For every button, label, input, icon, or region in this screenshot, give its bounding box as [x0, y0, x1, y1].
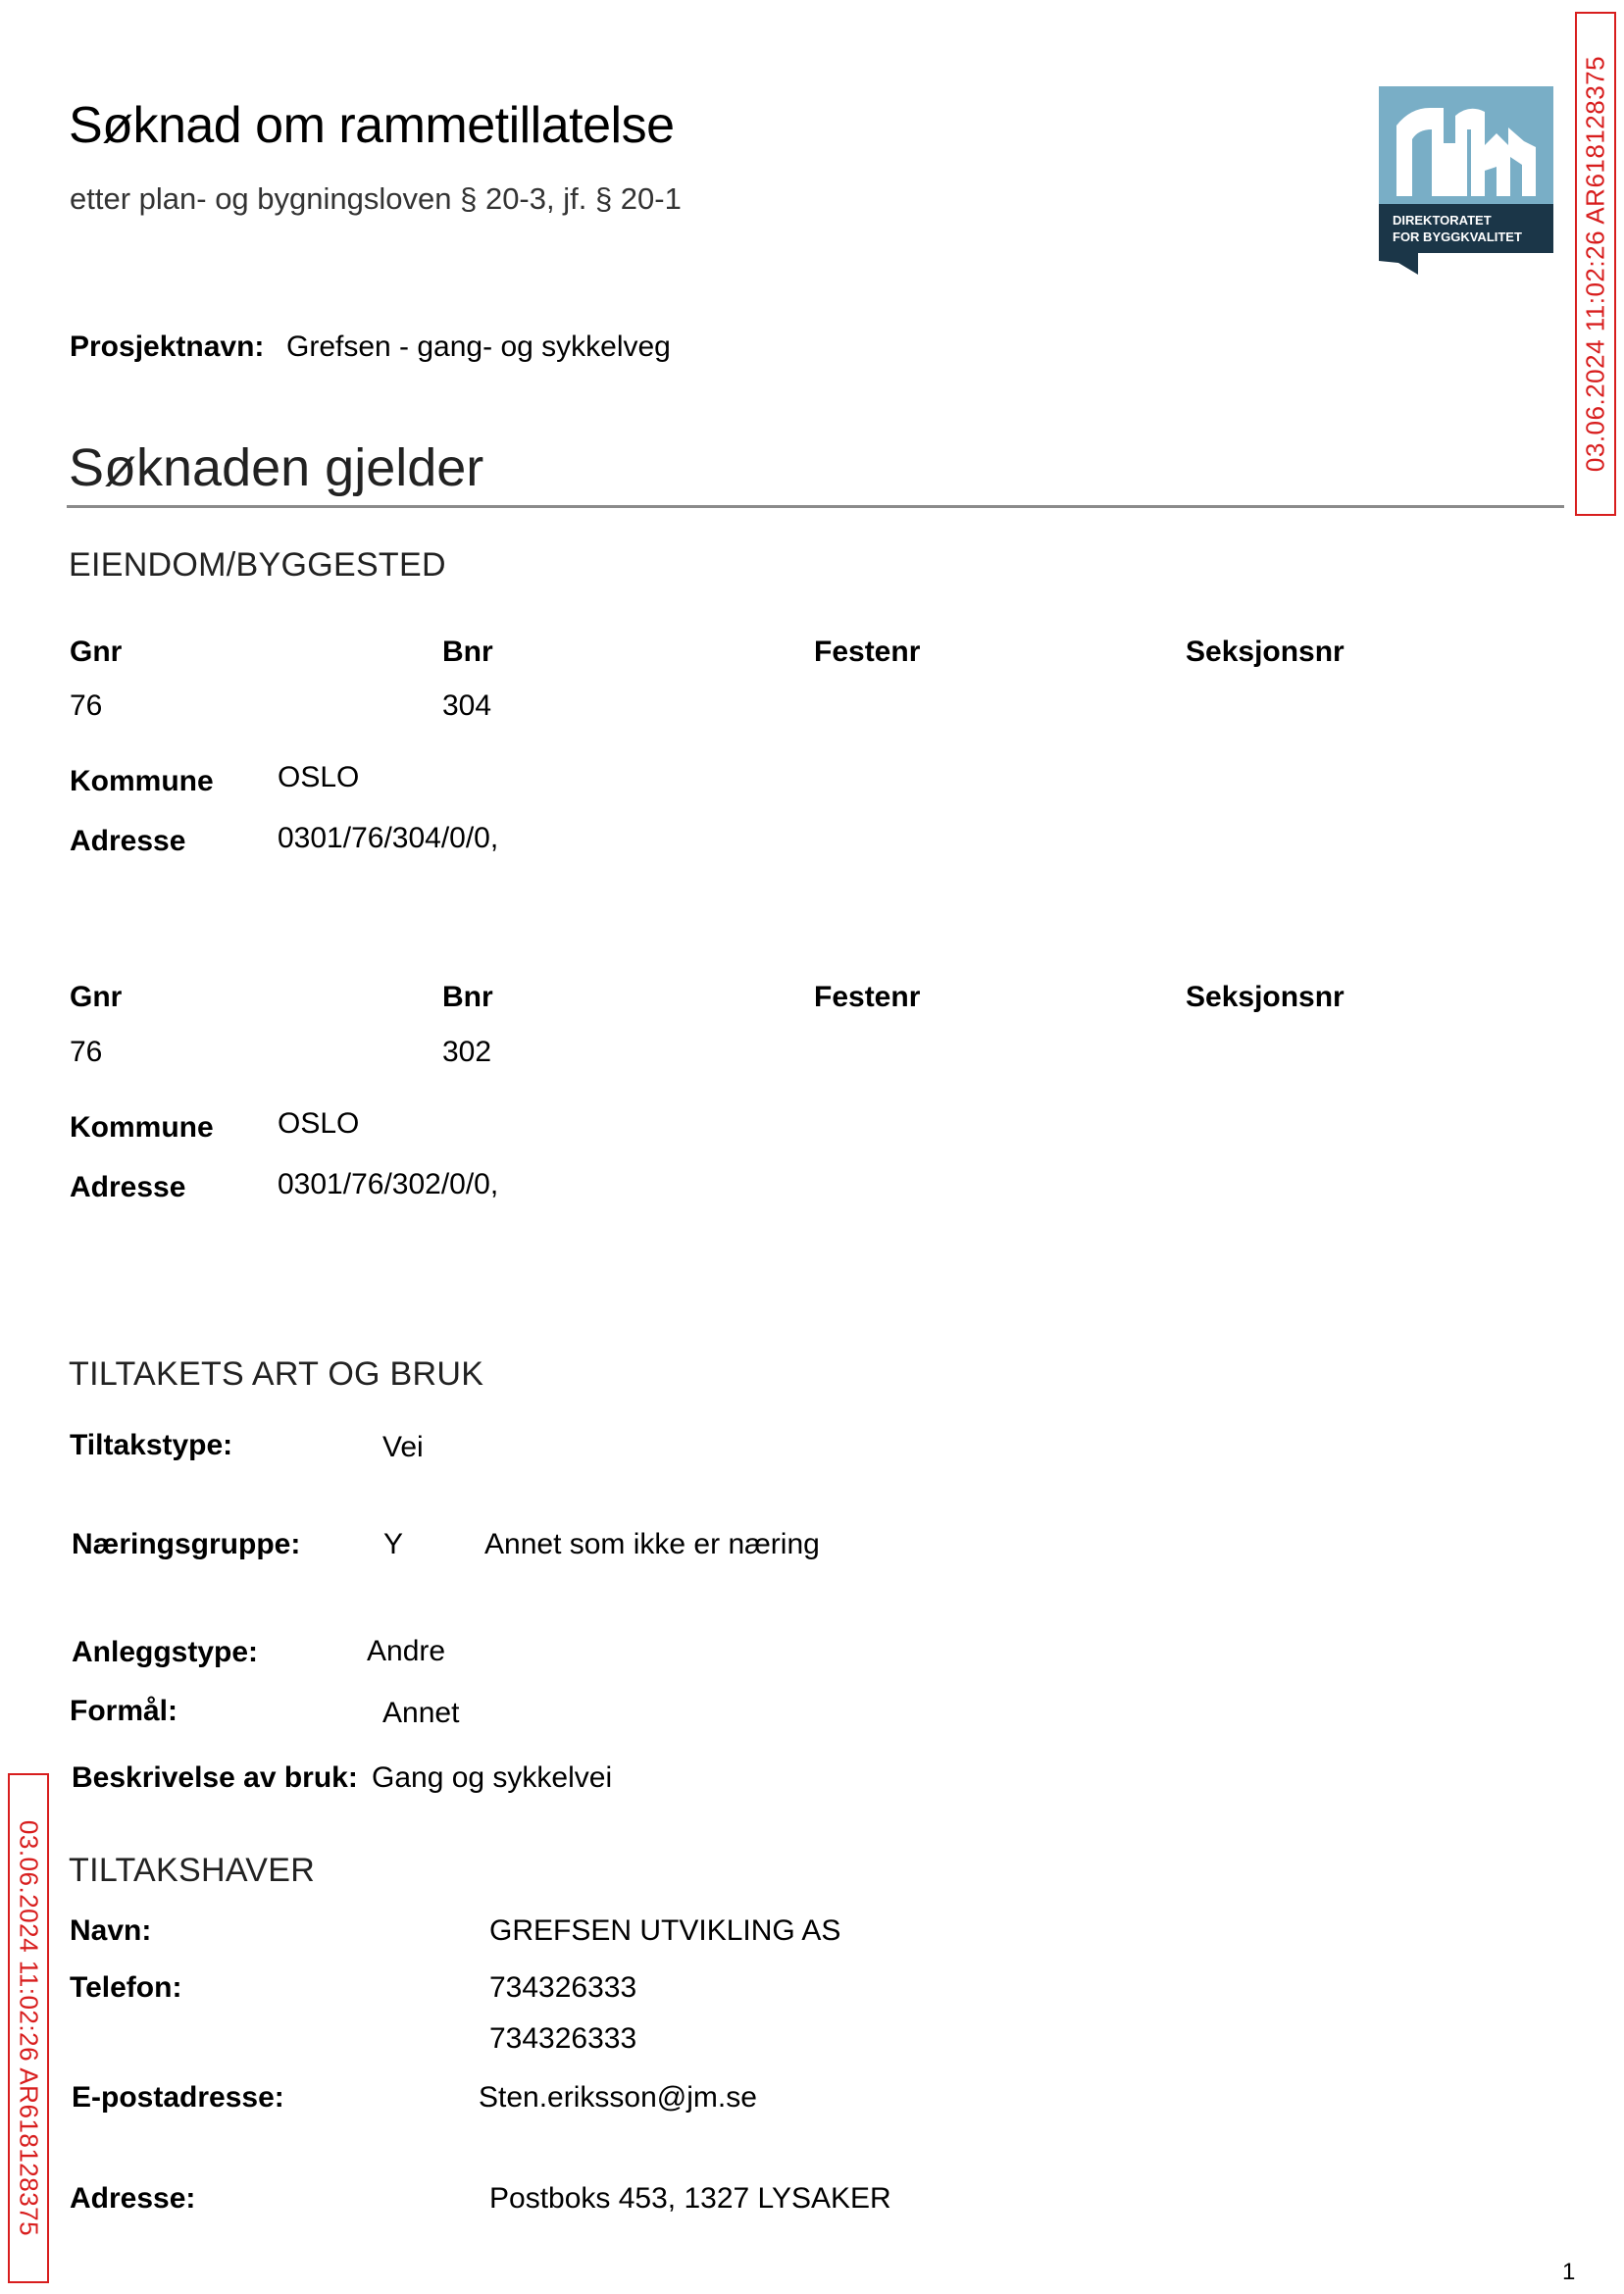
adresse-label: Adresse — [70, 825, 186, 857]
logo-text-line1: DIREKTORATET — [1393, 213, 1492, 228]
telefon-value-1: 734326333 — [489, 1971, 637, 2004]
property-heading: EIENDOM/BYGGESTED — [69, 546, 446, 584]
seksjonsnr-header: Seksjonsnr — [1186, 981, 1345, 1013]
receipt-stamp-top — [1575, 12, 1616, 516]
telefon-label: Telefon: — [70, 1971, 182, 2004]
gnr-value: 76 — [70, 689, 103, 722]
tiltakstype-label: Tiltakstype: — [70, 1429, 233, 1461]
beskrivelse-value: Gang og sykkelvei — [372, 1761, 613, 1794]
telefon-value-2: 734326333 — [489, 2022, 637, 2055]
epost-label: E-postadresse: — [72, 2081, 284, 2114]
festenr-header: Festenr — [814, 981, 921, 1013]
kommune-value: OSLO — [278, 1107, 360, 1140]
section-title: Søknaden gjelder — [69, 438, 484, 497]
gnr-header: Gnr — [70, 981, 123, 1013]
anleggstype-label: Anleggstype: — [72, 1636, 259, 1668]
beskrivelse-label: Beskrivelse av bruk: — [72, 1761, 358, 1794]
receipt-stamp-top-text: 03.06.2024 11:02:26 AR618128375 — [1580, 55, 1610, 473]
tiltakshaver-adresse-value: Postboks 453, 1327 LYSAKER — [489, 2182, 891, 2215]
seksjonsnr-header: Seksjonsnr — [1186, 636, 1345, 668]
dibk-logo — [1379, 86, 1553, 275]
naeringsgruppe-label: Næringsgruppe: — [72, 1528, 301, 1560]
tiltakstype-value: Vei — [382, 1431, 424, 1463]
receipt-stamp-bottom — [8, 1773, 49, 2283]
bnr-value: 302 — [442, 1036, 492, 1068]
navn-label: Navn: — [70, 1914, 152, 1947]
kommune-label: Kommune — [70, 1111, 214, 1144]
naeringsgruppe-code: Y — [383, 1528, 404, 1560]
receipt-stamp-bottom-text: 03.06.2024 11:02:26 AR618128375 — [14, 1819, 44, 2237]
formal-value: Annet — [382, 1697, 460, 1729]
document-title: Søknad om rammetillatelse — [69, 97, 675, 154]
adresse-label: Adresse — [70, 1171, 186, 1203]
tiltakshaver-heading: TILTAKSHAVER — [69, 1852, 316, 1889]
project-name-label: Prosjektnavn: — [70, 331, 265, 363]
section-divider — [67, 505, 1564, 508]
tiltak-heading: TILTAKETS ART OG BRUK — [69, 1355, 484, 1393]
anleggstype-value: Andre — [367, 1635, 446, 1667]
page-number: 1 — [1562, 2259, 1576, 2285]
festenr-header: Festenr — [814, 636, 921, 668]
bnr-header: Bnr — [442, 981, 493, 1013]
document-subtitle: etter plan- og bygningsloven § 20-3, jf. § 20-1 — [70, 181, 682, 216]
navn-value: GREFSEN UTVIKLING AS — [489, 1914, 841, 1947]
gnr-header: Gnr — [70, 636, 123, 668]
adresse-value: 0301/76/304/0/0, — [278, 822, 499, 854]
tiltakshaver-adresse-label: Adresse: — [70, 2182, 196, 2215]
gnr-value: 76 — [70, 1036, 103, 1068]
logo-text-line2: FOR BYGGKVALITET — [1393, 229, 1522, 244]
naeringsgruppe-text: Annet som ikke er næring — [484, 1528, 820, 1560]
project-name-value: Grefsen - gang- og sykkelveg — [286, 331, 671, 363]
kommune-value: OSLO — [278, 761, 360, 793]
formal-label: Formål: — [70, 1695, 178, 1727]
epost-value: Sten.eriksson@jm.se — [479, 2081, 757, 2114]
bnr-header: Bnr — [442, 636, 493, 668]
kommune-label: Kommune — [70, 765, 214, 797]
bnr-value: 304 — [442, 689, 492, 722]
adresse-value: 0301/76/302/0/0, — [278, 1168, 499, 1200]
